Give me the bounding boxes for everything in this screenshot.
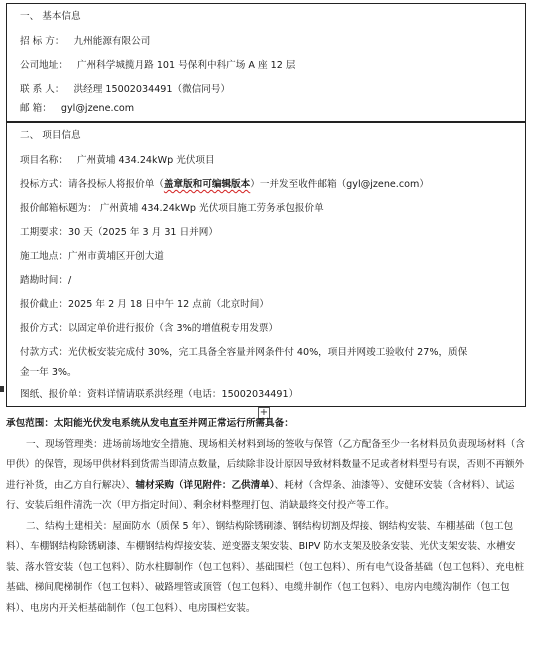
scope-item-1-b: 、耗材（含焊条、油漆等）、安健环安装（含材料）、试运行、安装后组件清洗一次（甲方指定时间）、剩余材料整理打包、消缺最终交付投产等工作。 bbox=[6, 479, 515, 511]
bid-method-prefix: 投标方式：请各投标人将报价单（ bbox=[20, 179, 164, 190]
contact-value: 洪经理 15002034491（微信同号） bbox=[73, 84, 231, 95]
bidder-row bbox=[20, 35, 521, 48]
email-value: gyl@jzene.com bbox=[60, 103, 135, 114]
email-subject-row: 报价邮箱标题为： 广州黄埔 434.24kWp 光伏项目施工劳务承包报价单 bbox=[20, 203, 324, 214]
scope-item-2: 二、结构土建相关：屋面防水（质保 5 年）、钢结构除锈刷漆、钢结构切割及焊接、钢结构安装、车棚基础（包工包料）、车棚钢结构除锈刷漆、车棚钢结构焊接安装、逆变器支架安装、BIPV 防水支架及胶条安装、光伏支架安装、水槽安装、落水管安装（包工包料）、防水柱脚制作（包工包料）、基础围栏（包工包料）、所有电气设备基础（包工包料）、充电桩基础、梯间爬梯制作（包工包料）、破路埋管或顶管（包工包料）、电缆井制作（包工包料）、电房内电缆沟制作（包工包料）、电房内开关柜基础制作（包工包料）、电房围栏安装。 bbox=[6, 520, 525, 614]
project-info-header: 二、 项目信息 bbox=[20, 130, 81, 141]
deadline-row: 报价截止：2025 年 2 月 18 日中午 12 点前（北京时间） bbox=[20, 299, 269, 310]
scope-item-1 bbox=[6, 435, 530, 517]
price-method-row: 报价方式：以固定单价进行报价（含 3%的增值税专用发票） bbox=[20, 323, 279, 334]
survey-row: 踏勘时间：/ bbox=[20, 275, 72, 286]
bid-method-bold: 盖章版和可编辑版本 bbox=[163, 179, 251, 190]
address-label: 公司地址： bbox=[20, 60, 68, 71]
project-name-value: 广州黄埔 434.24kWp 光伏项目 bbox=[77, 155, 215, 166]
scope-item-1-a: 一、现场管理类：进场前场地安全措施、现场相关材料到场的签收与保管（乙方配备至少一名材料员负责现场材料（含甲供）的保管，现场甲供材料到货需当即清点数量，后续除非设计原因导致材料数量不足或者材料型号有误，否则不再额外进行补货，由乙方自行解决）、 bbox=[6, 438, 525, 491]
left-margin-marker bbox=[0, 386, 4, 392]
basic-info-header: 一、 基本信息 bbox=[20, 11, 81, 22]
address-row bbox=[20, 59, 521, 72]
project-info-box bbox=[6, 122, 526, 407]
drawings-row: 图纸、报价单：资料详情请联系洪经理（电话：15002034491） bbox=[20, 389, 299, 400]
scope-title: 承包范围：太阳能光伏发电系统从发电直至并网正常运行所需具备： bbox=[6, 418, 294, 429]
scope-item-1-bold: 辅材采购（详见附件：乙供清单） bbox=[135, 479, 275, 491]
address-value: 广州科学城揽月路 101 号保利中科广场 A 座 12 层 bbox=[77, 60, 296, 71]
email-label: 邮 箱： bbox=[20, 103, 52, 114]
project-name-row bbox=[20, 154, 521, 167]
table-add-handle[interactable]: + bbox=[259, 407, 269, 418]
bidder-label: 招 标 方： bbox=[20, 36, 65, 47]
scope-section bbox=[6, 414, 530, 619]
bidder-value: 九州能源有限公司 bbox=[73, 36, 151, 47]
project-name-label: 项目名称： bbox=[20, 155, 68, 166]
bid-method-suffix: ）一并发至收件邮箱（gyl@jzene.com） bbox=[250, 179, 429, 190]
contact-row bbox=[20, 83, 521, 96]
period-row: 工期要求：30 天（2025 年 3 月 31 日并网） bbox=[20, 227, 218, 238]
contact-label: 联 系 人： bbox=[20, 84, 65, 95]
email-row bbox=[20, 102, 521, 115]
bid-method-row bbox=[20, 178, 521, 191]
payment-row-2: 金一年 3%。 bbox=[20, 367, 77, 378]
site-row: 施工地点：广州市黄埔区开创大道 bbox=[20, 251, 164, 262]
basic-info-box bbox=[6, 3, 526, 122]
payment-row-1: 付款方式：光伏板安装完成付 30%，完工具备全容量并网条件付 40%，项目并网竣工验收付 27%，质保 bbox=[20, 347, 468, 358]
